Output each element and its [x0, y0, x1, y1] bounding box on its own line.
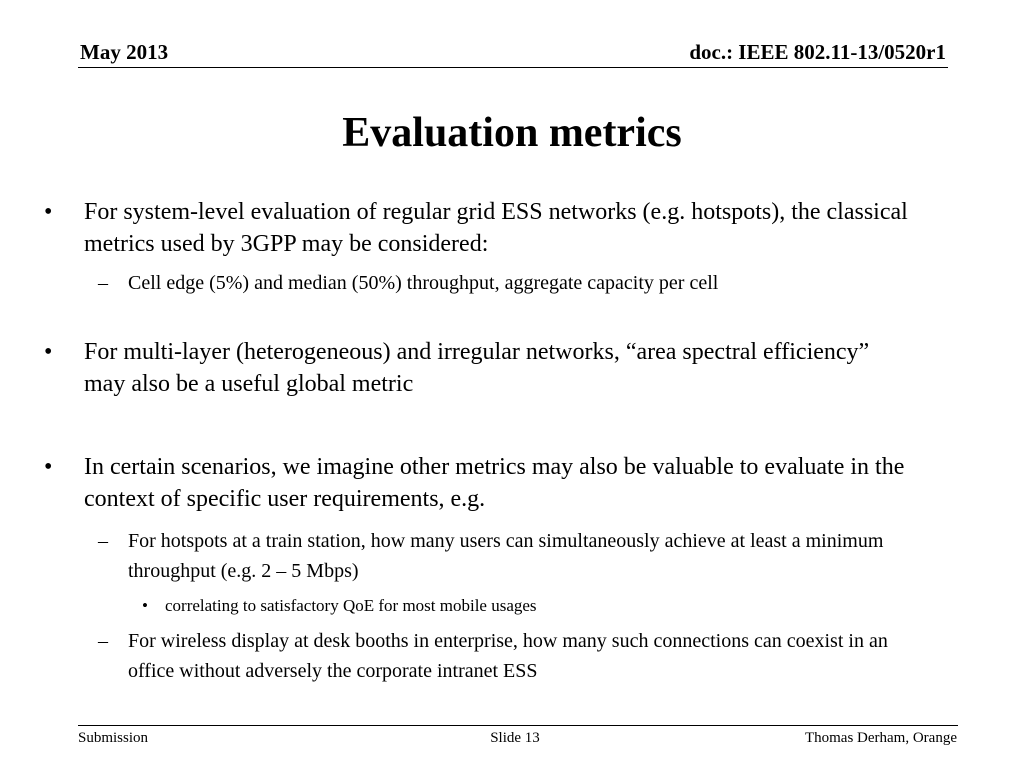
- footer-divider: [78, 725, 958, 726]
- footer-slide-number: Slide 13: [490, 730, 540, 746]
- bullet-1-text: For system-level evaluation of regular grid ESS networks (e.g. hotspots), the classical metrics used by 3GPP may be considered:: [84, 199, 908, 257]
- bullet-1-sub-1: Cell edge (5%) and median (50%) throughput, aggregate capacity per cell: [128, 272, 719, 294]
- footer-submission: Submission: [78, 730, 149, 746]
- bullet-2-text: For multi-layer (heterogeneous) and irregular networks, “area spectral efficiency” may also be a useful global metric: [84, 339, 870, 397]
- sub-bullet-marker: –: [98, 530, 108, 552]
- bullet-3-sub-2: For wireless display at desk booths in enterprise, how many such connections can coexist in an office without adversely the corporate intranet ESS: [128, 630, 888, 682]
- bullet-3-sub-1-sub-1: correlating to satisfactory QoE for most mobile usages: [165, 596, 537, 615]
- sub-bullet-marker: –: [98, 630, 108, 652]
- bullet-3-sub-1: For hotspots at a train station, how many users can simultaneously achieve at least a minimum throughput (e.g. 2 – 5 Mbps): [128, 530, 884, 582]
- footer-author: Thomas Derham, Orange: [804, 730, 957, 746]
- bullet-3-text: In certain scenarios, we imagine other metrics may also be valuable to evaluate in the context of specific user requirements, e.g.: [84, 454, 905, 512]
- header-divider: [78, 67, 948, 68]
- header-doc-id: doc.: IEEE 802.11-13/0520r1: [689, 40, 946, 64]
- bullet-marker: •: [44, 454, 53, 480]
- bullet-marker: •: [44, 339, 53, 365]
- slide-title: Evaluation metrics: [342, 110, 682, 156]
- sub-bullet-marker: –: [98, 272, 108, 294]
- sub-sub-bullet-marker: •: [142, 596, 148, 615]
- header-date: May 2013: [80, 40, 169, 64]
- bullet-marker: •: [44, 199, 53, 225]
